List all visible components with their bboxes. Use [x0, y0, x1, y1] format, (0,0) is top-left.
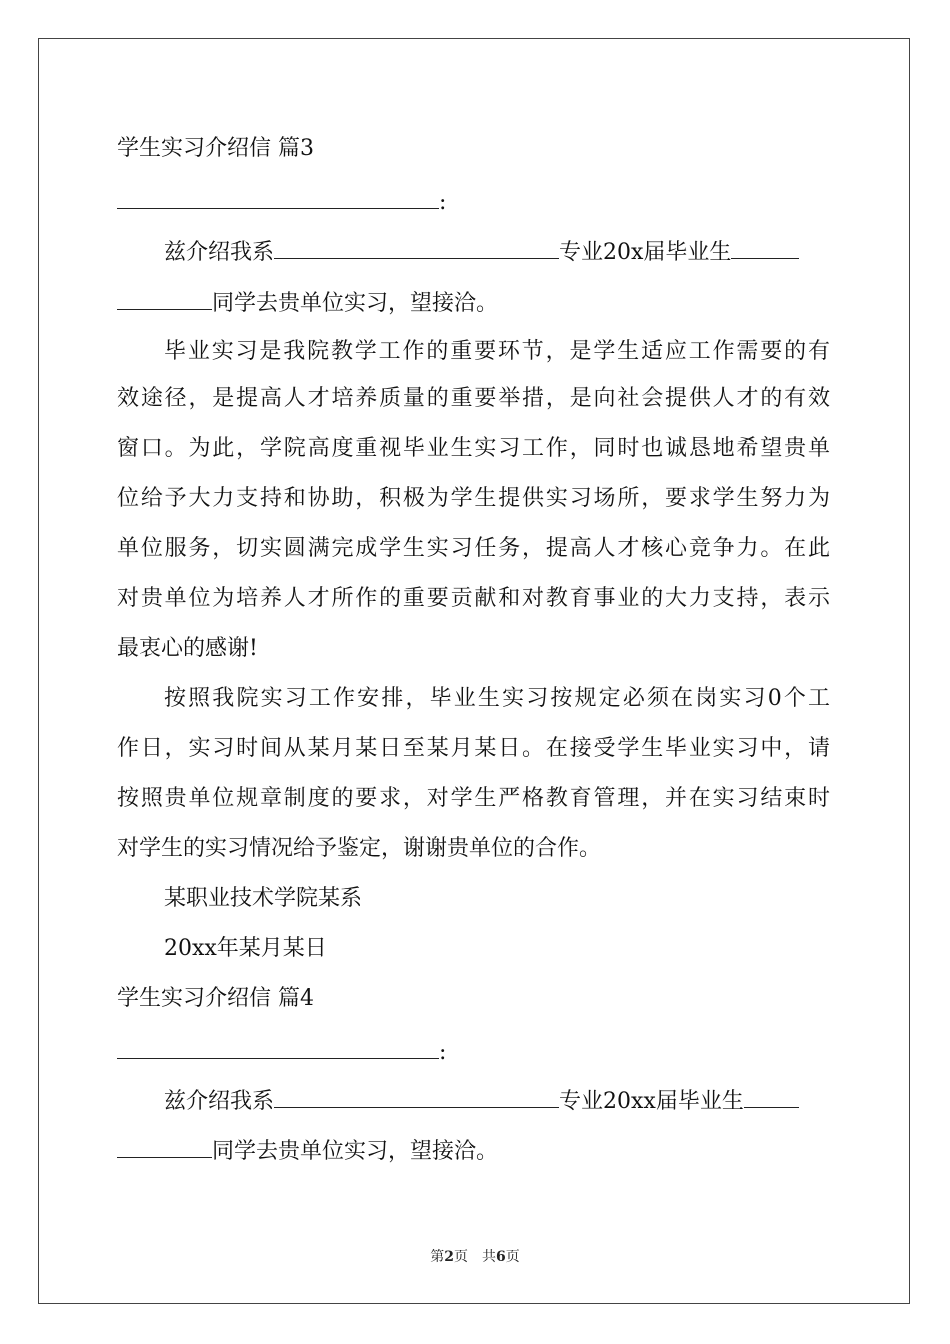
intro-text-b: 专业20x届毕业生 [559, 240, 732, 265]
para1-line: 位给予大力支持和协助，积极为学生提供实习场所，要求学生努力为 [117, 486, 830, 511]
name-blank-2 [117, 287, 212, 310]
addressee-blank [117, 186, 439, 209]
name-blank-1 [744, 1085, 799, 1108]
section3-addressee-line [117, 186, 446, 218]
section4-intro-line1 [164, 1085, 799, 1117]
section4-title: 学生实习介绍信 篇4 [117, 986, 314, 1011]
major-blank [274, 236, 559, 259]
major-blank [274, 1085, 559, 1108]
para1-line: 对贵单位为培养人才所作的重要贡献和对教育事业的大力支持，表示 [117, 586, 830, 611]
section3-intro-line2 [117, 287, 498, 319]
signature: 某职业技术学院某系 [164, 886, 363, 911]
addressee-blank [117, 1036, 439, 1059]
footer-prefix: 第 [430, 1249, 445, 1265]
section3-title: 学生实习介绍信 篇3 [117, 136, 314, 161]
page-footer [0, 1246, 950, 1266]
intro-text-a: 兹介绍我系 [164, 1089, 275, 1114]
addressee-colon: : [439, 190, 447, 215]
intro-text-c: 同学去贵单位实习，望接洽。 [212, 291, 499, 316]
section4-addressee-line [117, 1036, 446, 1068]
intro-text-a: 兹介绍我系 [164, 240, 275, 265]
intro-text-c: 同学去贵单位实习，望接洽。 [212, 1139, 499, 1164]
para2-line: 对学生的实习情况给予鉴定，谢谢贵单位的合作。 [117, 836, 602, 861]
footer-mid: 页 共 [454, 1249, 496, 1265]
para1-line: 单位服务，切实圆满完成学生实习任务，提高人才核心竞争力。在此 [117, 536, 830, 561]
intro-text-b: 专业20xx届毕业生 [559, 1089, 744, 1114]
para2-line: 按照我院实习工作安排，毕业生实习按规定必须在岗实习0个工 [164, 686, 830, 711]
name-blank-2 [117, 1135, 212, 1158]
para1-line: 毕业实习是我院教学工作的重要环节，是学生适应工作需要的有 [164, 339, 830, 364]
date: 20xx年某月某日 [164, 936, 327, 961]
para1-line: 效途径，是提高人才培养质量的重要举措，是向社会提供人才的有效 [117, 386, 830, 411]
section4-intro-line2 [117, 1135, 498, 1167]
current-page-number: 2 [444, 1249, 454, 1265]
total-pages-number: 6 [496, 1249, 506, 1265]
para1-line: 窗口。为此，学院高度重视毕业生实习工作，同时也诚恳地希望贵单 [117, 436, 830, 461]
para1-line: 最衷心的感谢! [117, 636, 258, 661]
name-blank-1 [731, 236, 799, 259]
addressee-colon: : [439, 1040, 447, 1065]
para2-line: 作日，实习时间从某月某日至某月某日。在接受学生毕业实习中，请 [117, 736, 830, 761]
para2-line: 按照贵单位规章制度的要求，对学生严格教育管理，并在实习结束时 [117, 786, 830, 811]
section3-intro-line1 [164, 236, 799, 268]
footer-suffix: 页 [505, 1249, 520, 1265]
